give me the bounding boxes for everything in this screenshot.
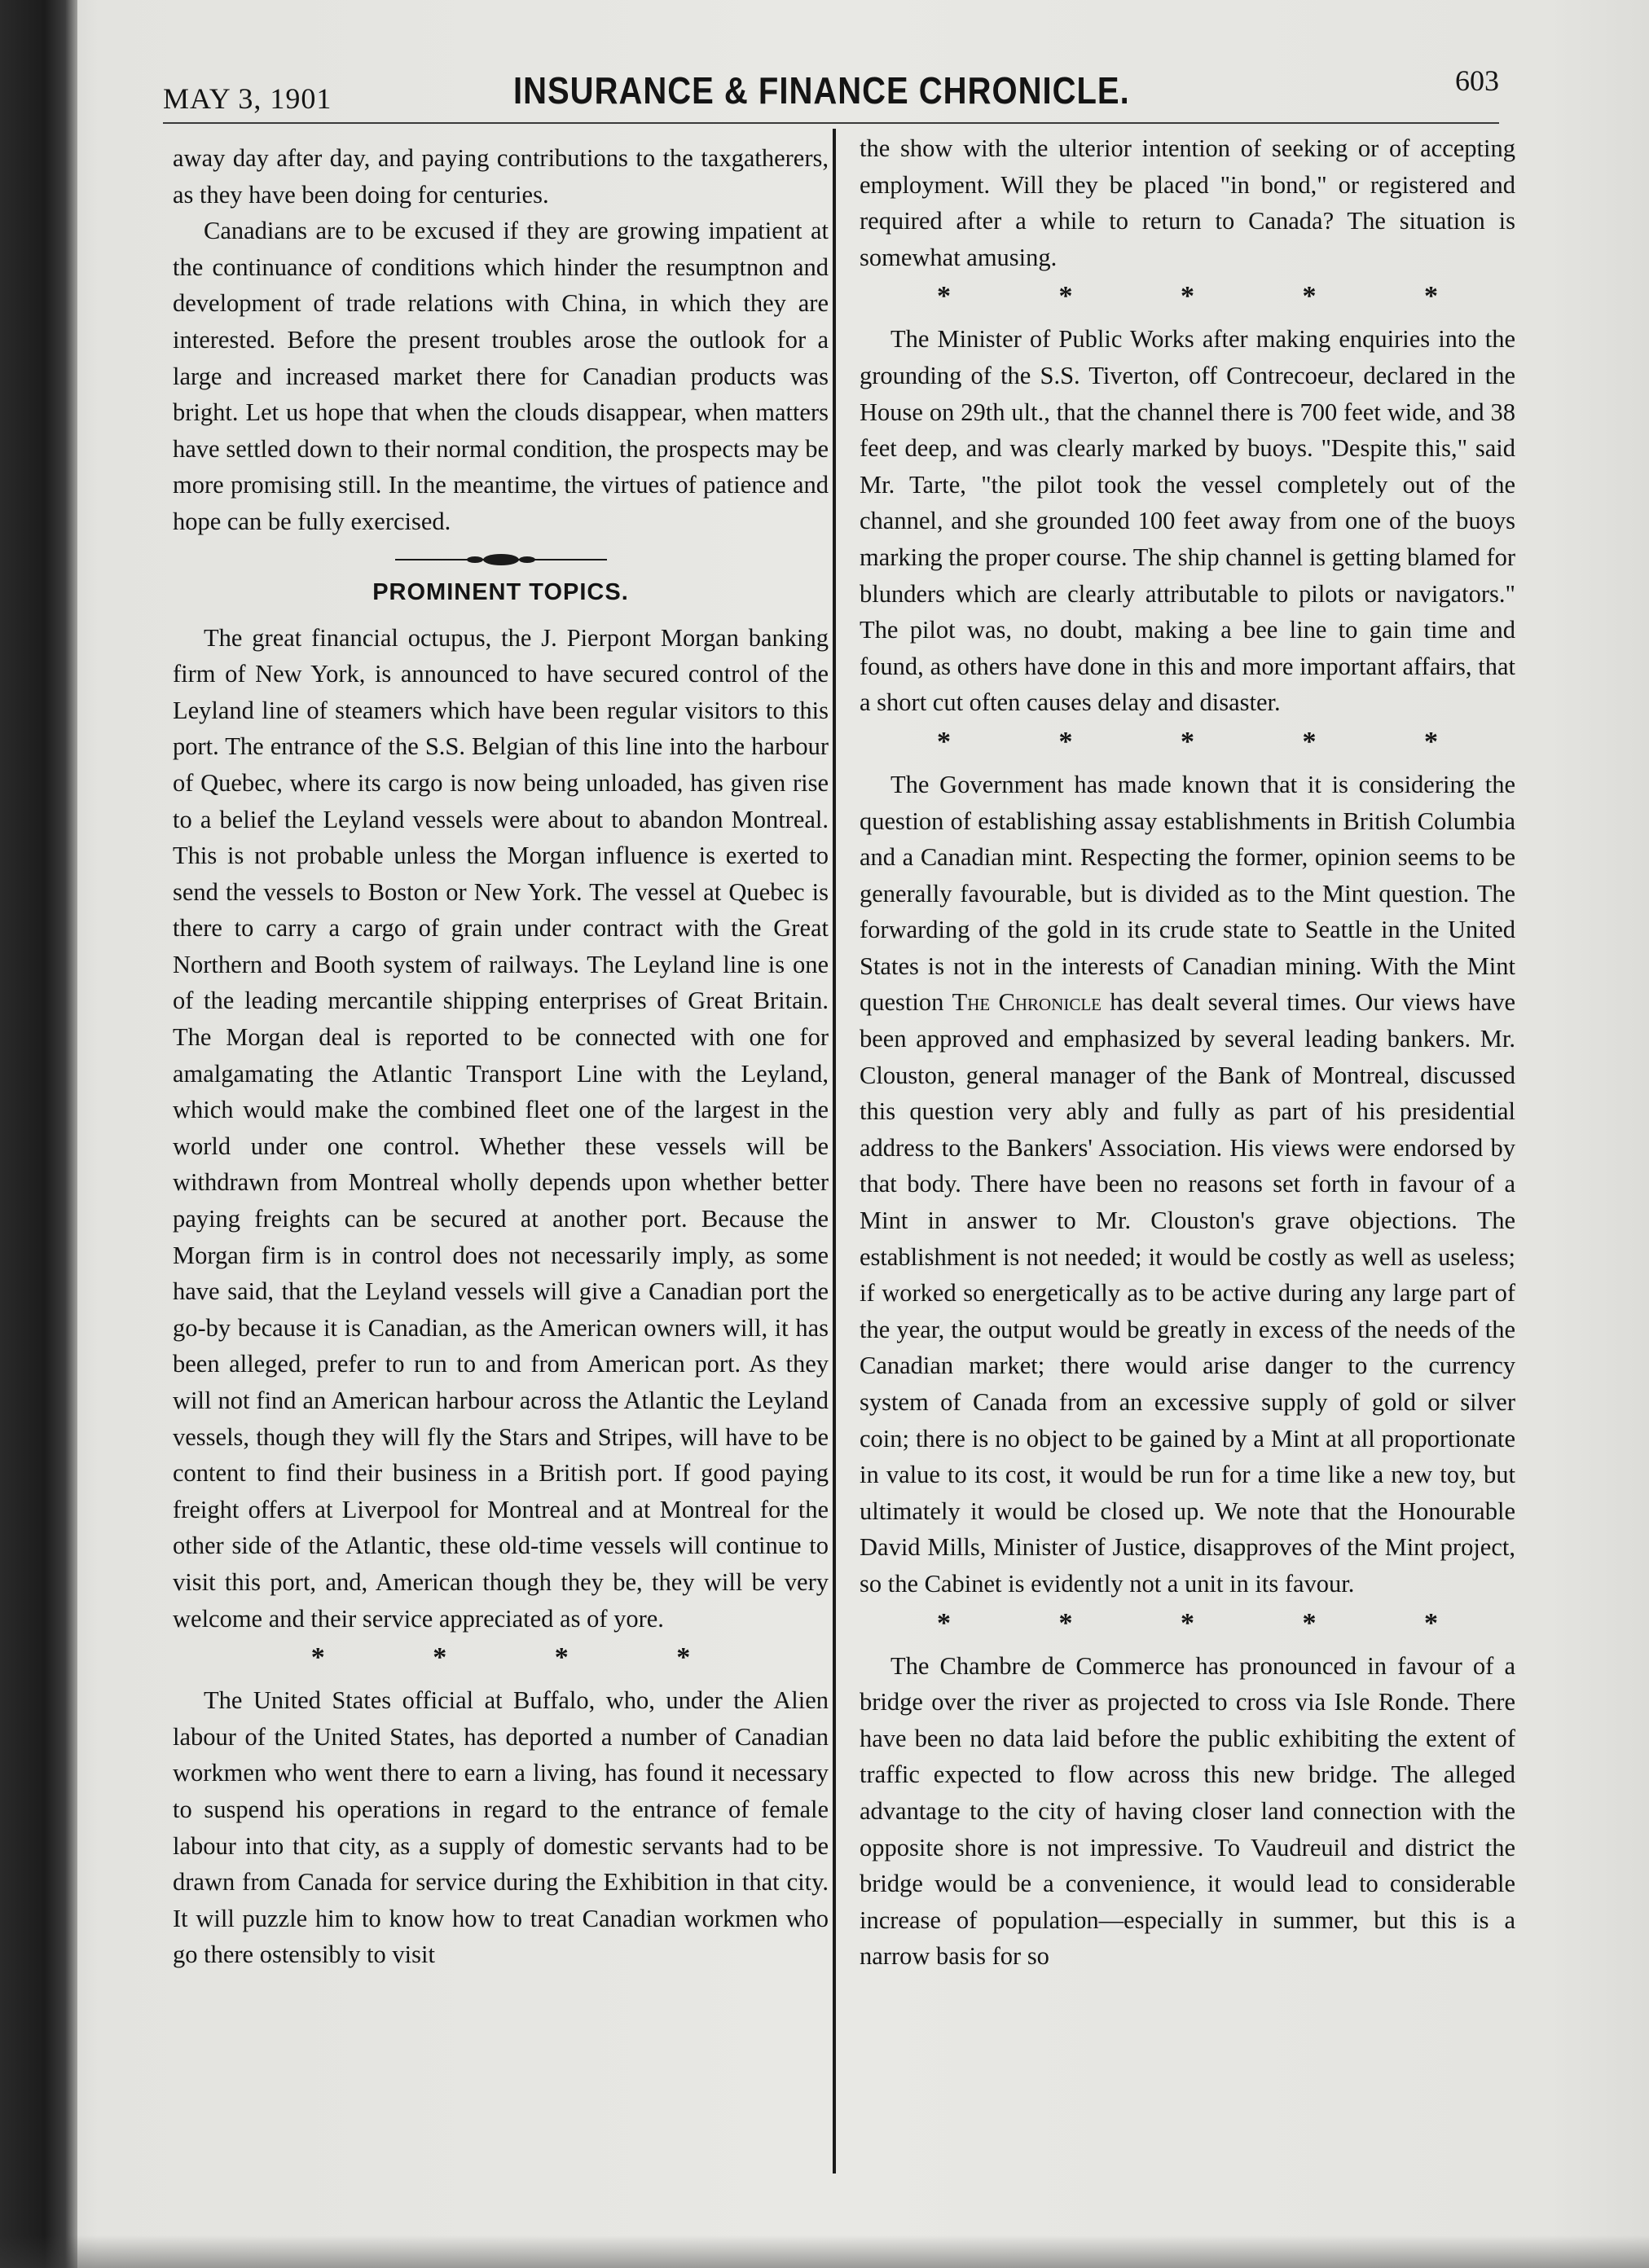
paragraph-buffalo-official: The United States official at Buffalo, who, under the Alien labour of the United States, has deported a number of Canadian workmen who went there to earn a living, has found it necessary to suspend his operations in regard to the entrance of female labour into that city, as a supply of domestic servants had to be drawn from Canada for service during the Exhibition in that city. It will puzzle him to know how to treat Canadian workmen who go there ostensibly to visit — [173, 1686, 829, 1969]
section-separator-stars: * * * * — [310, 1642, 741, 1673]
book-spine-shadow — [0, 0, 77, 2268]
ornament-rule-icon — [395, 550, 607, 569]
header-rule — [163, 122, 1499, 124]
paragraph-canadians-impatient: Canadians are to be excused if they are growing impatient at the continuance of conditions which hinder the resumptnon and development of trade relations with China, in which they are interested. Before the present troubles arose the outlook for a large and increased market there for Canadian products was bright. Let us hope that when the clouds disappear, when matters have settled down to their normal condition, the prospects may be more promising still. In the meantime, the virtues of patience and hope can be fully exercised. — [173, 217, 829, 535]
header-page-number: 603 — [1455, 64, 1499, 97]
paragraph-mint-question — [860, 767, 1515, 1602]
paragraph-china-trade-end: away day after day, and paying contributions to the taxgatherers, as they have been doing for centuries. — [173, 144, 829, 209]
paragraph-morgan-leyland: The great financial octupus, the J. Pierpont Morgan banking firm of New York, is announced to have secured control of the Leyland line of steamers which have been regular visitors to this port. The entrance of the S.S. Belgian of this line into the harbour of Quebec, where its cargo is now being unloaded, has given rise to a belief the Leyland vessels were about to abandon Montreal. This is not probable unless the Morgan influence is exerted to send the vessels to Boston or New York. The vessel at Quebec is there to carry a cargo of grain under contract with the Great Northern and Booth system of railways. The Leyland line is one of the leading mercantile shipping enterprises of Great Britain. The Morgan deal is reported to be connected with one for amalgamating the Atlantic Transport Line with the Leyland, which would make the combined fleet one of the largest in the world under one control. Whether these vessels will be withdrawn from Montreal wholly depends upon whether better paying freights can be secured at another port. Because the Morgan firm is in control does not necessarily imply, as some have said, that the Leyland vessels will give a Canadian port the go-by because it is Canadian, as the American owners will, it has been alleged, prefer to run to and from American port. As they will not find an American harbour across the Atlantic the Leyland vessels, though they will fly the Stars and Stripes, will have to be content to find their business in a British port. If good paying freight offers at Liverpool for Montreal and at Montreal for the other side of the Atlantic, these old-time vessels will continue to visit this port, and, American though they be, they will be very welcome and their service appreciated as of yore. — [173, 623, 829, 1633]
section-separator-stars: * * * * * — [937, 281, 1488, 312]
page-header — [163, 64, 1499, 121]
section-heading-prominent-topics: PROMINENT TOPICS. — [372, 578, 629, 605]
right-column — [860, 130, 1515, 1975]
paragraph-tiverton-grounding: The Minister of Public Works after making enquiries into the grounding of the S.S. Tiverton, off Contrecoeur, declared in the House on 29th ult., that the channel there is 700 feet wide, and 38 feet deep, and was clearly marked by buoys. "Despite this," said Mr. Tarte, "the pilot took the vessel completely out of the channel, and she grounded 100 feet away from one of the buoys marking the proper course. The ship channel is getting blamed for blunders which are clearly attributable to pilots or navigators." The pilot was, no doubt, making a bee line to gain time and found, as others have done in this and more important affairs, that a short cut often causes delay and disaster. — [860, 325, 1515, 717]
section-separator-stars: * * * * * — [937, 1607, 1488, 1638]
paragraph-bridge-isle-ronde: The Chambre de Commerce has pronounced in favour of a bridge over the river as projected to cross via Isle Ronde. There have been no data laid before the public exhibiting the extent of traffic expected to flow across this new bridge. The alleged advantage to the city of having closer land connection with the opposite shore is not impressive. To Vaudreuil and district the bridge would be a convenience, it would lead to considerable increase of population—especially in summer, but this is a narrow basis for so — [860, 1651, 1515, 1971]
section-separator-stars: * * * * * — [937, 726, 1488, 757]
paragraph-buffalo-continued: the show with the ulterior intention of seeking or of accepting employment. Will they be placed "in bond," or registered and required after a while to return to Canada? The situation is somewhat amusing. — [860, 134, 1515, 271]
mint-text-part-a: The Government has made known that it is considering the question of establishing assay establishments in British Columbia and a Canadian mint. Respecting the former, opinion seems to be generally favourable, but is divided as to the Mint question. The forwarding of the gold in its crude state to Seattle in the United States is not in the interests of Canadian mining. With the Mint question — [860, 770, 1515, 1017]
ornament-divider — [173, 543, 829, 568]
column-divider — [833, 129, 836, 2174]
the-chronicle-smallcaps: The Chronicle — [952, 988, 1102, 1017]
header-date: MAY 3, 1901 — [163, 82, 332, 115]
left-column — [173, 140, 829, 1973]
mint-text-part-b: has dealt several times. Our views have been approved and emphasized by several leading bankers. Mr. Clouston, general manager of the Bank of Montreal, discussed this question very ably and fully as part of his presidential address to the Bankers' Association. His views were endorsed by that body. There have been no reasons set forth in favour of a Mint in answer to Mr. Clouston's grave objections. The establishment is not needed; it would be costly as well as useless; if worked so energetically as to be active during any large part of the year, the output would be greatly in excess of the needs of the Canadian market; there would arise danger to the currency system of Canada from an excessive supply of gold or silver coin; there is no object to be gained by a Mint at all proportionate in value to its cost, it would be run for a time like a new toy, but ultimately it would be closed up. We note that the Honourable David Mills, Minister of Justice, disapproves of the Mint project, so the Cabinet is evidently not a unit in its favour. — [860, 988, 1515, 1598]
header-title: INSURANCE & FINANCE CHRONICLE. — [513, 70, 1130, 112]
page-bottom-shadow — [0, 2235, 1649, 2268]
